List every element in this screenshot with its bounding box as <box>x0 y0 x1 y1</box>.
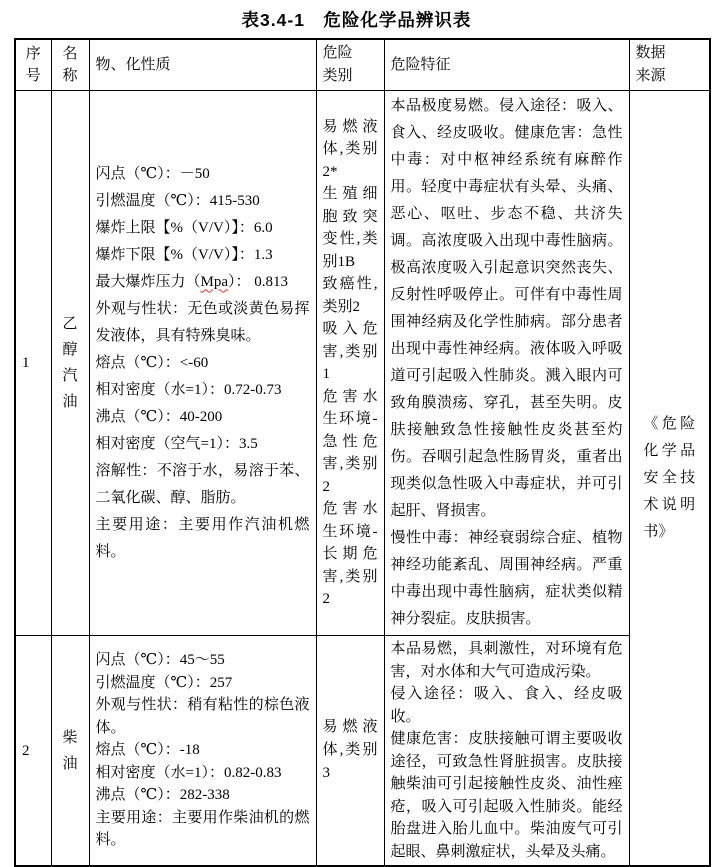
data-source-cell <box>629 91 710 867</box>
header-row <box>15 39 710 91</box>
name-cell-2 <box>51 636 89 867</box>
header-cell-hazard-features <box>384 39 629 91</box>
header-data-source-label: 数据来源 <box>635 45 666 84</box>
hazard-features-cell-2: 本品易燃，具刺激性，对环境有危害，对水体和大气可造成污染。 侵入途径：吸入、食入、经皮吸收。 健康危害：皮肤接触可谓主要吸收途径，可致急性肾脏损害。皮肤接触柴油可引起接触性皮炎、油性痤疮，吸入可引起吸入性肺炎。能经胎盘进入胎儿血中。柴油废气可引起眼、鼻刺激症状，头晕及头痛。 <box>384 636 629 867</box>
properties-cell-1: 闪点（℃）：－50 引燃温度（℃）：415-530 爆炸上限【%（V/V）】：6.0 爆炸下限【%（V/V）】：1.3 最大爆炸压力（Mpa）： 0.813 外观与性状：无色或淡黄色易挥发液体，具有特殊臭味。 熔点（℃）：<-60 相对密度（水=1）：0.72-0.73 沸点（℃）：40-200 相对密度（空气=1）：3.5 溶解性：不溶于水，易溶于苯、二氧化碳、醇、脂肪。 主要用途：主要用作汽油机燃料。 <box>89 91 316 636</box>
header-cell-hazard-class <box>316 39 384 91</box>
chemical-name-1: 乙醇汽油 <box>62 316 78 410</box>
serial-cell-1 <box>15 91 51 636</box>
header-serial-label: 序号 <box>25 46 41 84</box>
header-cell-name <box>51 39 89 91</box>
header-cell-serial <box>15 39 51 91</box>
hazard-features-cell-1: 本品极度易燃。侵入途径：吸入、食入、经皮吸收。健康危害：急性中毒：对中枢神经系统有麻醉作用。轻度中毒症状有头晕、头痛、恶心、呕吐、步态不稳、共济失调。高浓度吸入出现中毒性脑病。极高浓度吸入引起意识突然丧失、反射性呼吸停止。可伴有中毒性周围神经病及化学性肺病。部分患者出现中毒性神经病。液体吸入呼吸道可引起吸入性肺炎。溅入眼内可致角膜溃疡、穿孔，甚至失明。皮肤接触致急性接触性皮炎甚至灼伤。吞咽引起急性肠胃炎，重者出现类似急性吸入中毒症状，并可引起肝、肾损害。 慢性中毒：神经衰弱综合症、植物神经功能紊乱、周围神经病。严重中毒出现中毒性脑病，症状类似精神分裂症。皮肤损害。 <box>384 91 629 636</box>
document-title: 表3.4-1 危险化学品辨识表 <box>241 10 472 30</box>
hazard-class-cell-2: 易燃液体,类别3 <box>316 636 384 867</box>
header-properties-label: 物、化性质 <box>95 57 171 73</box>
header-hazard-features-label: 危险特征 <box>390 57 451 73</box>
header-cell-data-source <box>629 39 710 91</box>
header-cell-properties <box>89 39 316 91</box>
name-cell-1 <box>51 91 89 636</box>
serial-number-2: 2 <box>22 742 30 759</box>
data-source-text: 《危险化学品安全技术说明书》 <box>643 415 696 540</box>
chemical-name-2: 柴油 <box>62 729 78 772</box>
header-hazard-class-label: 危险类别 <box>322 45 353 84</box>
serial-number-1: 1 <box>22 355 30 371</box>
table-row-ethanol-gasoline <box>15 91 710 636</box>
header-name-label: 名称 <box>62 46 78 84</box>
table-row-diesel <box>15 636 710 867</box>
properties-cell-2: 闪点（℃）：45～55 引燃温度（℃）：257 外观与性状：稍有粘性的棕色液体。 熔点（℃）：-18 相对密度（水=1）：0.82-0.83 沸点（℃）：282-338 主要用途：主要用作柴油机的燃料。 <box>89 636 316 867</box>
hazard-identification-table <box>14 38 711 867</box>
hazard-class-cell-1: 易燃液体,类别2* 生殖细胞致突变性,类别1B 致癌性,类别2 吸入危害,类别1 危害水生环境-急性危害,类别2 危害水生环境-长期危害,类别2 <box>316 91 384 636</box>
serial-cell-2 <box>15 636 51 867</box>
